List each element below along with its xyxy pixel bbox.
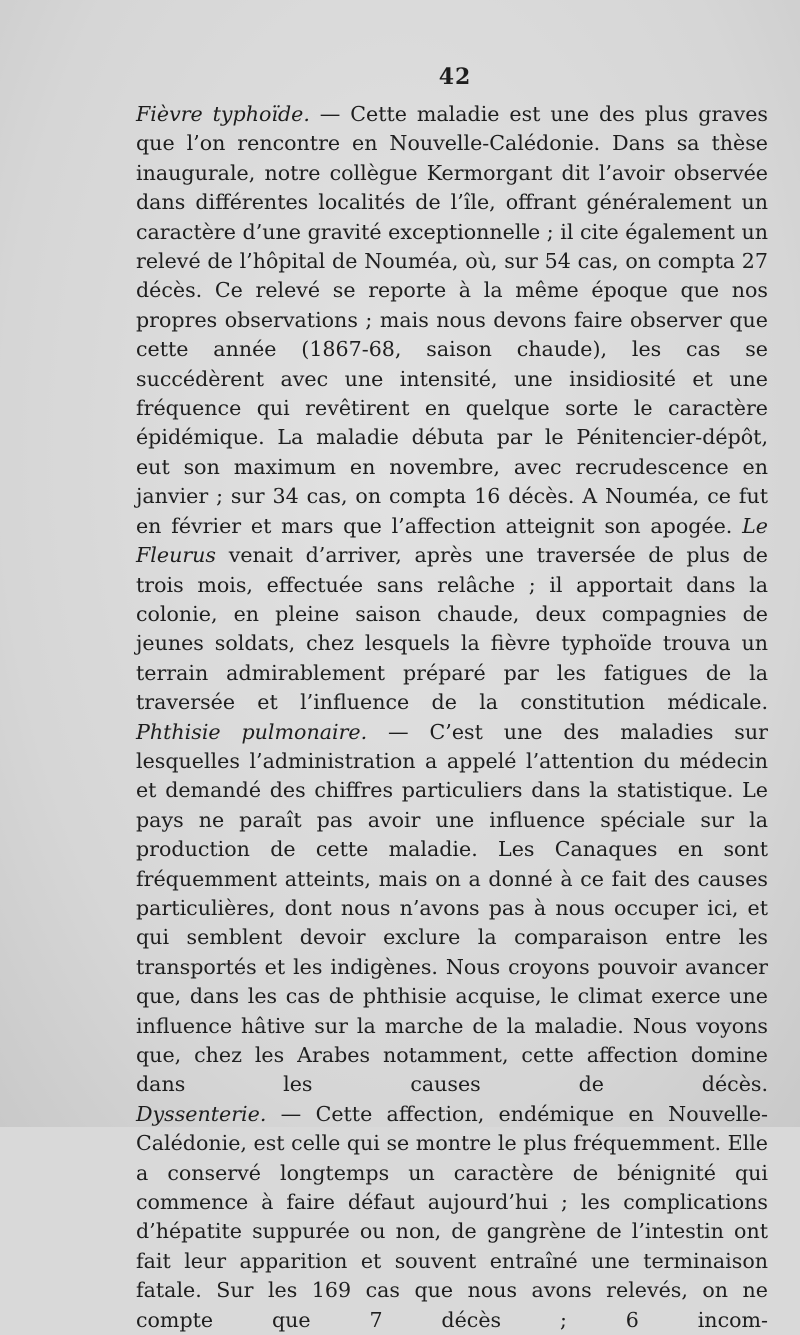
paragraph-phthisis	[136, 718, 768, 1100]
section-heading-typhoid: Fièvre typhoïde.	[136, 102, 310, 126]
paragraph-dysentery-text: — Cette affection, endémique en Nouvelle-Calédonie, est celle qui se montre le plus fréquemment. Elle a conservé longtemps un caractère de bénignité qui commence à faire défaut aujourd’hui ; les complications d’hépatite suppurée ou non, de gangrène de l’intestin ont fait leur apparition et souvent entraîné une terminaison fatale. Sur les 169 cas que nous avons relevés, on ne compte que 7 décès ; 6 incom-	[136, 1101, 768, 1332]
page-number: 42	[438, 64, 472, 90]
paragraph-typhoid	[136, 100, 768, 718]
paragraph-typhoid-text: — Cette maladie est une des plus graves que l’on rencontre en Nouvelle-Calédonie. Dans sa thèse inaugurale, notre collègue Kermorgant dit l’avoir observée dans différentes localités de l’île, offrant généralement un caractère d’une gravité exceptionnelle ; il cite également un relevé de l’hôpital de Nouméa, où, sur 54 cas, on compta 27 décès. Ce relevé se reporte à la même époque que nos propres observations ; mais nous devons faire observer que cette année (1867-68, saison chaude), les cas se succédèrent avec une intensité, une insidiosité et une fréquence qui revêtirent en quelque sorte le caractère épidémique. La maladie débuta par le Pénitencier-dépôt, eut son maximum en novembre, avec recrudescence en janvier ; sur 34 cas, on compta 16 décès. A Nouméa, ce fut en février et mars que l’affection atteignit son apogée.	[136, 102, 768, 538]
paragraph-dysentery	[136, 1100, 768, 1335]
paragraph-phthisis-text: — C’est une des maladies sur lesquelles l’administration a appelé l’attention du médecin et demandé des chiffres particuliers dans la statistique. Le pays ne paraît pas avoir une influence spéciale sur la production de cette maladie. Les Canaques en sont fréquemment atteints, mais on a donné à ce fait des causes particulières, dont nous n’avons pas à nous occuper ici, et qui semblent devoir exclure la comparaison entre les transportés et les indigènes. Nous croyons pouvoir avancer que, dans les cas de phthisie acquise, le climat exerce une influence hâtive sur la marche de la maladie. Nous voyons que, chez les Arabes notamment, cette affection domine dans les causes de décès.	[136, 719, 768, 1097]
paragraph-typhoid-tail: venait d’arriver, après une traversée de plus de trois mois, effectuée sans relâche ; il apportait dans la colonie, en pleine saison chaude, deux compagnies de jeunes soldats, chez lesquels la fièvre typhoïde trouva un terrain admirablement préparé par les fatigues de la traversée et l’influence de la constitution médicale.	[136, 543, 768, 715]
section-heading-phthisis: Phthisie pulmonaire.	[136, 719, 368, 744]
body-text	[136, 100, 768, 1335]
ship-name: Le Fleurus	[136, 513, 768, 568]
section-heading-dysentery: Dyssenterie.	[136, 1101, 267, 1126]
